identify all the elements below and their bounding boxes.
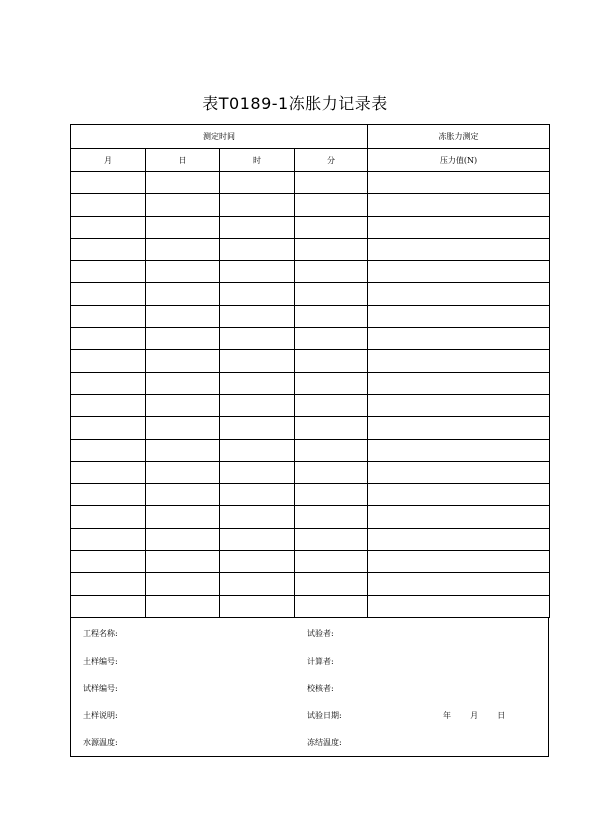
- table-cell[interactable]: [71, 551, 146, 573]
- table-cell[interactable]: [146, 484, 220, 506]
- table-cell[interactable]: [146, 216, 220, 238]
- table-row: [71, 506, 550, 528]
- table-cell[interactable]: [220, 484, 295, 506]
- table-cell[interactable]: [146, 394, 220, 416]
- table-cell[interactable]: [368, 350, 550, 372]
- tester-label: 试验者:: [307, 629, 334, 638]
- table-cell[interactable]: [368, 194, 550, 216]
- table-cell[interactable]: [368, 484, 550, 506]
- table-cell[interactable]: [295, 216, 368, 238]
- table-cell[interactable]: [295, 238, 368, 260]
- header-row-group: [71, 125, 550, 149]
- table-cell[interactable]: [295, 328, 368, 350]
- table-cell[interactable]: [146, 461, 220, 483]
- test-date-label: 试验日期:: [307, 711, 342, 720]
- table-cell[interactable]: [220, 573, 295, 595]
- water-temp-label: 水源温度:: [83, 738, 118, 747]
- table-cell[interactable]: [71, 528, 146, 550]
- table-row: [71, 238, 550, 260]
- table-cell[interactable]: [71, 484, 146, 506]
- footer-row-1: [71, 628, 548, 642]
- table-cell[interactable]: [146, 305, 220, 327]
- freeze-temp-label: 冻结温度:: [307, 738, 342, 747]
- table-cell[interactable]: [368, 595, 550, 617]
- soil-no-label: 土样编号:: [83, 657, 118, 666]
- table-row: [71, 216, 550, 238]
- table-row: [71, 194, 550, 216]
- group-time-header: 测定时间: [71, 125, 368, 149]
- table-cell[interactable]: [220, 551, 295, 573]
- table-cell[interactable]: [295, 394, 368, 416]
- date-year: 年: [443, 711, 451, 720]
- table-cell[interactable]: [220, 350, 295, 372]
- table-cell[interactable]: [71, 194, 146, 216]
- table-row: [71, 350, 550, 372]
- table-row: [71, 328, 550, 350]
- table-cell[interactable]: [295, 528, 368, 550]
- table-cell[interactable]: [71, 394, 146, 416]
- record-table: [70, 124, 550, 618]
- footer-row-5: [71, 737, 548, 751]
- table-cell[interactable]: [146, 506, 220, 528]
- table-row: [71, 595, 550, 617]
- date-month: 月: [470, 711, 479, 720]
- table-cell[interactable]: [220, 439, 295, 461]
- table-cell[interactable]: [295, 461, 368, 483]
- table-row: [71, 461, 550, 483]
- table-cell[interactable]: [368, 328, 550, 350]
- table-cell[interactable]: [71, 283, 146, 305]
- table-cell[interactable]: [368, 394, 550, 416]
- table-cell[interactable]: [146, 261, 220, 283]
- table-cell[interactable]: [71, 372, 146, 394]
- table-cell[interactable]: [220, 216, 295, 238]
- page-title: 表T0189-1冻胀力记录表: [202, 94, 388, 113]
- table-cell[interactable]: [220, 595, 295, 617]
- table-cell[interactable]: [295, 305, 368, 327]
- table-cell[interactable]: [71, 216, 146, 238]
- table-cell[interactable]: [220, 305, 295, 327]
- footer-row-4: [71, 710, 548, 724]
- table-cell[interactable]: [146, 350, 220, 372]
- col-day-header: 日: [146, 149, 220, 172]
- table-cell[interactable]: [295, 484, 368, 506]
- table-row: [71, 528, 550, 550]
- table-cell[interactable]: [220, 283, 295, 305]
- calculator-label: 计算者:: [307, 657, 334, 666]
- table-cell[interactable]: [220, 506, 295, 528]
- table-cell[interactable]: [368, 283, 550, 305]
- table-cell[interactable]: [368, 305, 550, 327]
- table-cell[interactable]: [368, 506, 550, 528]
- table-cell[interactable]: [146, 417, 220, 439]
- project-name-label: 工程名称:: [83, 629, 118, 638]
- checker-label: 校核者:: [307, 684, 334, 693]
- table-cell[interactable]: [220, 528, 295, 550]
- table-cell[interactable]: [146, 439, 220, 461]
- data-rows: [71, 172, 550, 618]
- table-cell[interactable]: [295, 439, 368, 461]
- table-cell[interactable]: [71, 506, 146, 528]
- table-cell[interactable]: [295, 573, 368, 595]
- footer-row-2: [71, 656, 548, 670]
- table-cell[interactable]: [295, 283, 368, 305]
- col-force-header: 压力值(N): [368, 149, 550, 172]
- table-cell[interactable]: [368, 172, 550, 194]
- table-cell[interactable]: [220, 238, 295, 260]
- table-cell[interactable]: [220, 328, 295, 350]
- table-cell[interactable]: [368, 461, 550, 483]
- table-cell[interactable]: [146, 194, 220, 216]
- footer-info: [70, 618, 549, 757]
- table-row: [71, 551, 550, 573]
- table-row: [71, 439, 550, 461]
- table-cell[interactable]: [368, 528, 550, 550]
- table-cell[interactable]: [71, 305, 146, 327]
- table-cell[interactable]: [146, 328, 220, 350]
- table-cell[interactable]: [71, 461, 146, 483]
- table-cell[interactable]: [146, 551, 220, 573]
- table-cell[interactable]: [220, 461, 295, 483]
- table-row: [71, 417, 550, 439]
- table-cell[interactable]: [220, 417, 295, 439]
- table-cell[interactable]: [368, 551, 550, 573]
- date-day: 日: [497, 711, 506, 720]
- table-cell[interactable]: [368, 573, 550, 595]
- table-row: [71, 283, 550, 305]
- table-row: [71, 394, 550, 416]
- table-cell[interactable]: [71, 439, 146, 461]
- date-placeholder: [443, 710, 505, 721]
- table-cell[interactable]: [71, 328, 146, 350]
- header-row-columns: [71, 149, 550, 172]
- table-cell[interactable]: [295, 506, 368, 528]
- footer-row-3: [71, 683, 548, 697]
- table-row: [71, 305, 550, 327]
- table-cell[interactable]: [220, 372, 295, 394]
- table-row: [71, 573, 550, 595]
- table-cell[interactable]: [71, 595, 146, 617]
- table-cell[interactable]: [71, 261, 146, 283]
- table-cell[interactable]: [146, 595, 220, 617]
- table-cell[interactable]: [368, 216, 550, 238]
- table-cell[interactable]: [295, 595, 368, 617]
- table-cell[interactable]: [368, 261, 550, 283]
- table-cell[interactable]: [368, 417, 550, 439]
- table-cell[interactable]: [220, 172, 295, 194]
- table-cell[interactable]: [368, 372, 550, 394]
- col-hour-header: 时: [220, 149, 295, 172]
- table-cell[interactable]: [146, 528, 220, 550]
- col-month-header: 月: [71, 149, 146, 172]
- table-cell[interactable]: [368, 238, 550, 260]
- table-cell[interactable]: [146, 573, 220, 595]
- group-force-header: 冻胀力测定: [368, 125, 550, 149]
- soil-desc-label: 土样说明:: [83, 711, 118, 720]
- table-cell[interactable]: [71, 172, 146, 194]
- table-cell[interactable]: [146, 283, 220, 305]
- table-cell[interactable]: [295, 194, 368, 216]
- col-minute-header: 分: [295, 149, 368, 172]
- specimen-no-label: 试样编号:: [83, 684, 118, 693]
- table-cell[interactable]: [220, 394, 295, 416]
- table-cell[interactable]: [220, 194, 295, 216]
- table-cell[interactable]: [71, 573, 146, 595]
- table-cell[interactable]: [220, 261, 295, 283]
- table-row: [71, 172, 550, 194]
- table-row: [71, 261, 550, 283]
- table-cell[interactable]: [71, 238, 146, 260]
- table-cell[interactable]: [368, 439, 550, 461]
- table-cell[interactable]: [146, 172, 220, 194]
- table-cell[interactable]: [71, 417, 146, 439]
- table-row: [71, 372, 550, 394]
- table-cell[interactable]: [295, 372, 368, 394]
- table-cell[interactable]: [71, 350, 146, 372]
- table-cell[interactable]: [295, 350, 368, 372]
- table-cell[interactable]: [146, 372, 220, 394]
- table-cell[interactable]: [295, 551, 368, 573]
- table-cell[interactable]: [295, 417, 368, 439]
- table-cell[interactable]: [146, 238, 220, 260]
- table-cell[interactable]: [295, 172, 368, 194]
- table-row: [71, 484, 550, 506]
- table-cell[interactable]: [295, 261, 368, 283]
